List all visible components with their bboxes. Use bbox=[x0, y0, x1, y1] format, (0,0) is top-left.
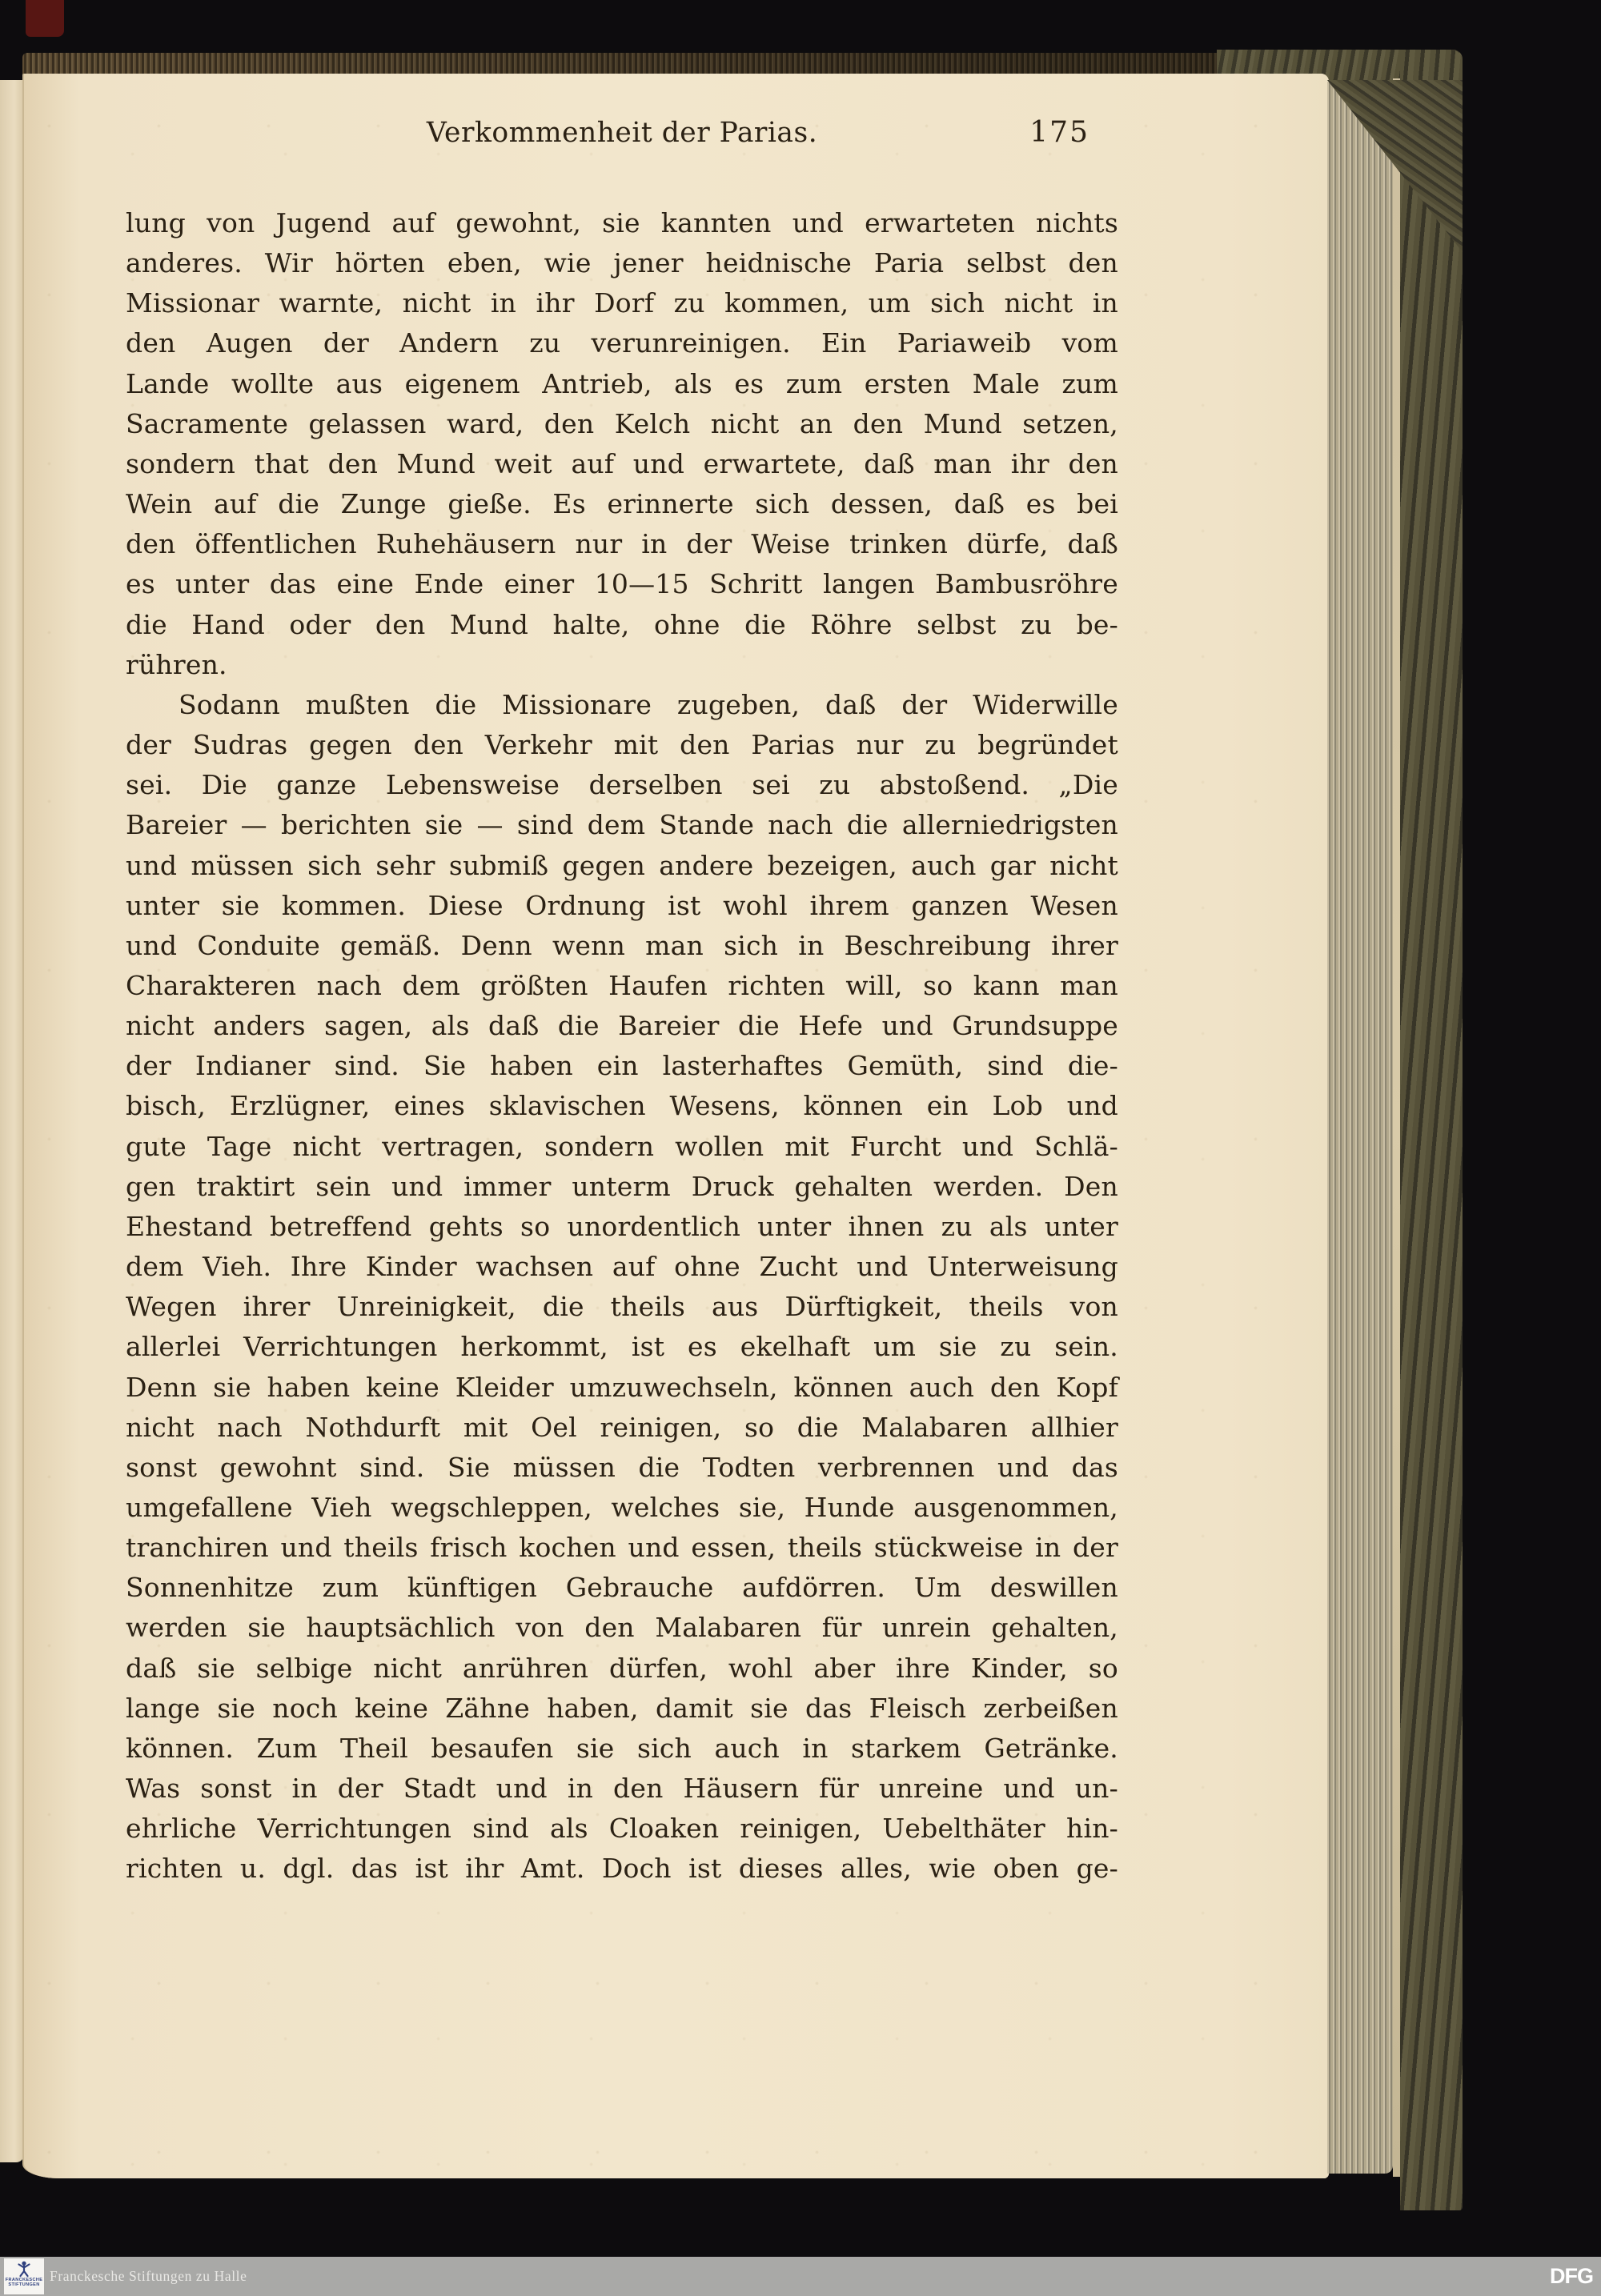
text-line: Sonnenhitze zum künftigen Gebrauche aufdörren. Um deswillen bbox=[126, 1572, 1118, 1604]
text-line: Lande wollte aus eigenem Antrieb, als es zum ersten Male zum bbox=[126, 367, 1118, 399]
text-line: Wein auf die Zunge gieße. Es erinnerte sich dessen, daß es bei bbox=[126, 488, 1118, 520]
paragraph bbox=[126, 685, 1118, 1889]
underlying-page-edge bbox=[0, 80, 24, 2162]
text-line: lange sie noch keine Zähne haben, damit sie das Fleisch zerbeißen bbox=[126, 1692, 1118, 1724]
paragraph bbox=[126, 203, 1118, 685]
text-line: werden sie hauptsächlich von den Malabaren für unrein gehalten, bbox=[126, 1612, 1118, 1644]
text-line: tranchiren und theils frisch kochen und essen, theils stückweise in der bbox=[126, 1532, 1118, 1564]
text-line: sei. Die ganze Lebensweise derselben sei zu abstoßend. „Die bbox=[126, 769, 1118, 801]
text-line: der Indianer sind. Sie haben ein lasterhaftes Gemüth, sind die- bbox=[126, 1050, 1118, 1082]
text-line: Sodann mußten die Missionare zugeben, daß der Widerwille bbox=[179, 688, 1118, 720]
page-number: 175 bbox=[1029, 116, 1089, 149]
logo-text-line1: FRANCKESCHE bbox=[5, 2278, 43, 2282]
text-line: nicht anders sagen, als daß die Bareier die Hefe und Grundsuppe bbox=[126, 1010, 1118, 1042]
printed-text-block bbox=[126, 112, 1118, 1889]
text-line: und Conduite gemäß. Denn wenn man sich in Beschreibung ihrer bbox=[126, 929, 1118, 961]
text-line: den Augen der Andern zu verunreinigen. Ein Pariaweib vom bbox=[126, 327, 1118, 359]
logo-text-line2: STIFTUNGEN bbox=[8, 2282, 40, 2287]
text-line: allerlei Verrichtungen herkommt, ist es ekelhaft um sie zu sein. bbox=[126, 1331, 1118, 1363]
viewer-footer-bar bbox=[0, 2257, 1601, 2296]
text-line: Denn sie haben keine Kleider umzuwechseln, können auch den Kopf bbox=[126, 1371, 1118, 1403]
institution-name: Franckesche Stiftungen zu Halle bbox=[50, 2268, 247, 2284]
text-line: unter sie kommen. Diese Ordnung ist wohl ihrem ganzen Wesen bbox=[126, 889, 1118, 921]
fore-edge-highlight bbox=[1393, 78, 1400, 2177]
institution-logo-box bbox=[4, 2258, 44, 2294]
text-line: Wegen ihrer Unreinigkeit, die theils aus Dürftigkeit, theils von bbox=[126, 1291, 1118, 1323]
text-line: der Sudras gegen den Verkehr mit den Parias nur zu begründet bbox=[126, 729, 1118, 761]
book-top-binding-edge bbox=[22, 53, 1331, 75]
text-line: Missionar warnte, nicht in ihr Dorf zu kommen, um sich nicht in bbox=[126, 287, 1118, 319]
text-line: Sacramente gelassen ward, den Kelch nicht an den Mund setzen, bbox=[126, 407, 1118, 439]
text-line: sonst gewohnt sind. Sie müssen die Todten verbrennen und das bbox=[126, 1451, 1118, 1483]
text-line: lung von Jugend auf gewohnt, sie kannten und erwarteten nichts bbox=[126, 207, 1118, 238]
text-line: dem Vieh. Ihre Kinder wachsen auf ohne Zucht und Unterweisung bbox=[126, 1251, 1118, 1283]
text-line: können. Zum Theil besaufen sie sich auch in starkem Getränke. bbox=[126, 1732, 1118, 1764]
text-line: gute Tage nicht vertragen, sondern wollen mit Furcht und Schlä- bbox=[126, 1130, 1118, 1162]
body-text bbox=[126, 203, 1118, 1889]
binding-red-tab bbox=[26, 0, 64, 37]
text-line: anderes. Wir hörten eben, wie jener heidnische Paria selbst den bbox=[126, 247, 1118, 279]
text-line: gen traktirt sein und immer unterm Druck gehalten werden. Den bbox=[126, 1170, 1118, 1202]
text-line: es unter das eine Ende einer 10—15 Schritt langen Bambusröhre bbox=[126, 568, 1118, 600]
text-line: Ehestand betreffend gehts so unordentlich unter ihnen zu als unter bbox=[126, 1210, 1118, 1242]
text-line: und müssen sich sehr submiß gegen andere bezeigen, auch gar nicht bbox=[126, 849, 1118, 881]
text-line: bisch, Erzlügner, eines sklavischen Wesens, können ein Lob und bbox=[126, 1090, 1118, 1122]
text-line: daß sie selbige nicht anrühren dürfen, wohl aber ihre Kinder, so bbox=[126, 1652, 1118, 1684]
page-fore-edge-stack bbox=[1327, 82, 1393, 2174]
marbled-cover-right-edge bbox=[1400, 50, 1463, 2210]
text-line: Was sonst in der Stadt und in den Häusern für unreine und un- bbox=[126, 1773, 1118, 1805]
text-line: den öffentlichen Ruhehäusern nur in der Weise trinken dürfe, daß bbox=[126, 528, 1118, 560]
running-title: Verkommenheit der Parias. bbox=[426, 117, 818, 149]
dfg-logo: DFG bbox=[1550, 2264, 1593, 2288]
text-line: richten u. dgl. das ist ihr Amt. Doch ist dieses alles, wie oben ge- bbox=[126, 1853, 1118, 1885]
text-line: nicht nach Nothdurft mit Oel reinigen, so die Malabaren allhier bbox=[126, 1411, 1118, 1443]
text-line: die Hand oder den Mund halte, ohne die Röhre selbst zu be- bbox=[126, 608, 1118, 640]
text-line: sondern that den Mund weit auf und erwartete, daß man ihr den bbox=[126, 447, 1118, 479]
text-line: Bareier — berichten sie — sind dem Stande nach die allerniedrigsten bbox=[126, 809, 1118, 841]
franckesche-stiftungen-logo-icon bbox=[15, 2260, 33, 2278]
text-line: Charakteren nach dem größten Haufen richten will, so kann man bbox=[126, 969, 1118, 1001]
running-head bbox=[126, 112, 1118, 154]
text-line: rühren. bbox=[126, 648, 227, 680]
text-line: umgefallene Vieh wegschleppen, welches sie, Hunde ausgenommen, bbox=[126, 1492, 1118, 1523]
text-line: ehrliche Verrichtungen sind als Cloaken reinigen, Uebelthäter hin- bbox=[126, 1813, 1118, 1845]
